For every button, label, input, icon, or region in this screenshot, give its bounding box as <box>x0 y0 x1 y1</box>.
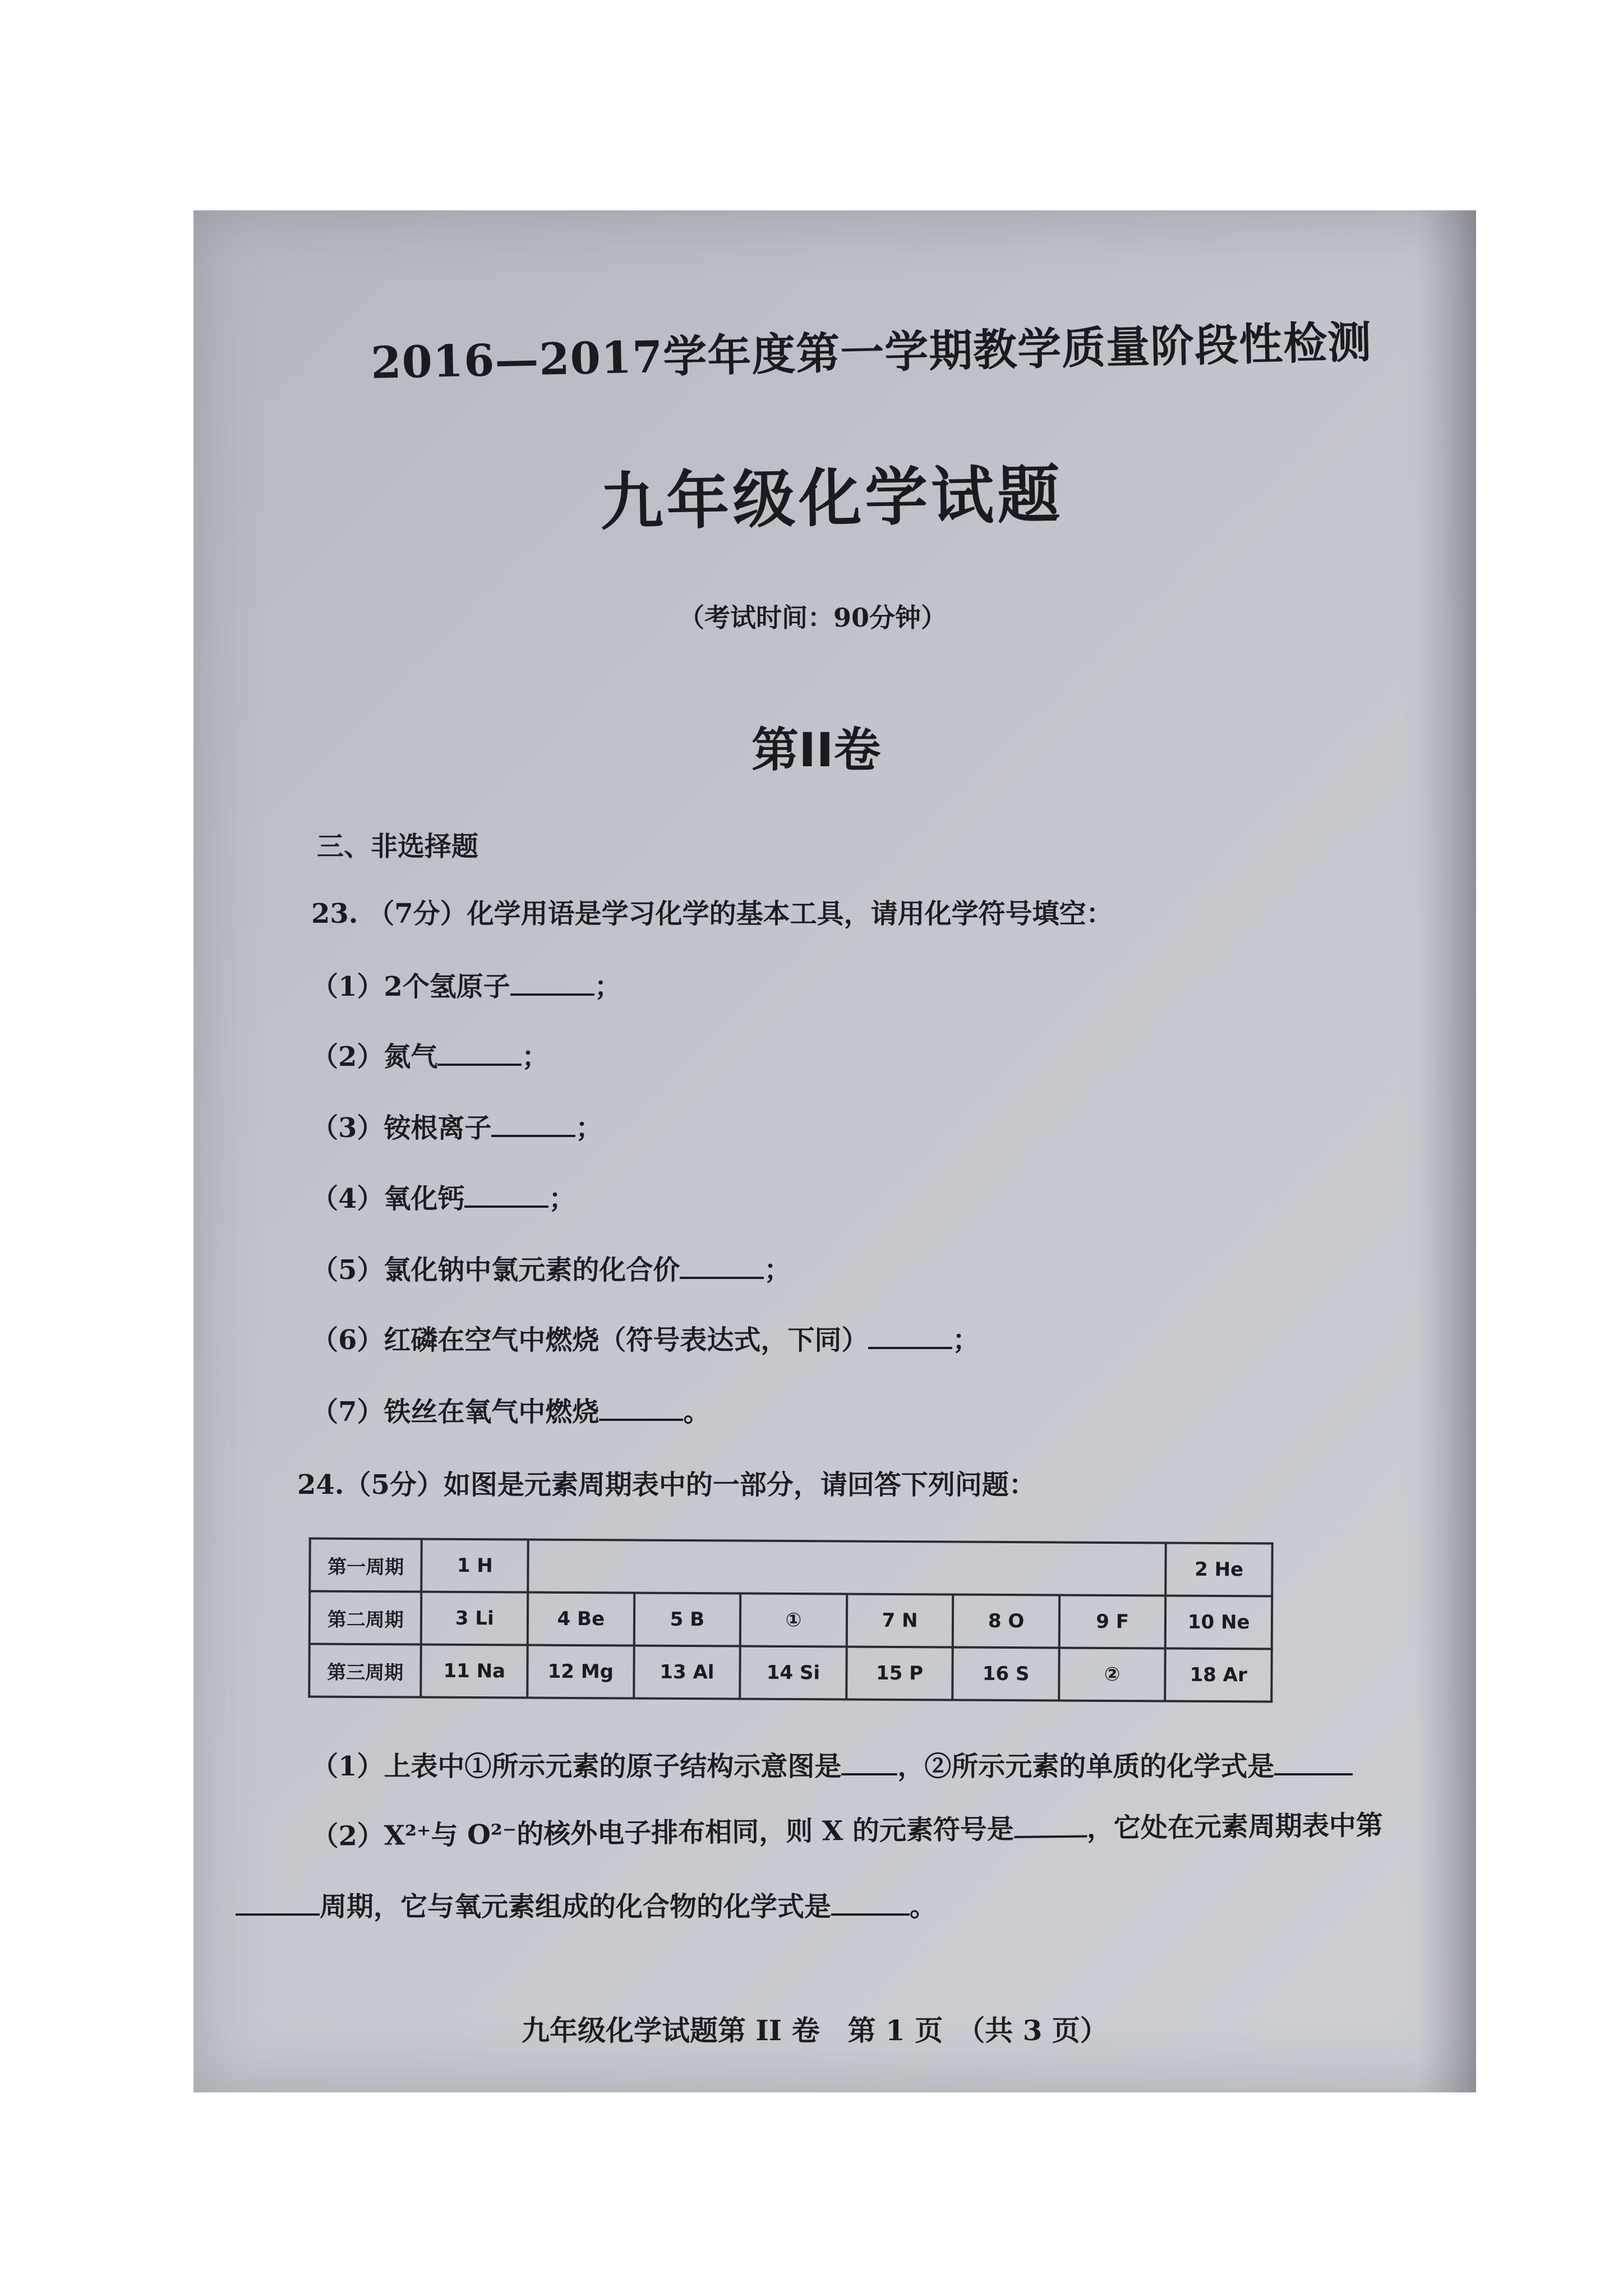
item-end: ； <box>764 1254 791 1286</box>
element-cell: 4 Be <box>528 1593 634 1646</box>
answer-blank[interactable] <box>868 1323 952 1349</box>
element-cell: 14 Si <box>740 1646 846 1700</box>
period-label: 第二周期 <box>310 1591 422 1645</box>
question-23-item-6 <box>311 1318 979 1357</box>
element-cell: 7 N <box>847 1594 953 1648</box>
item-end: ； <box>575 1112 603 1144</box>
item-label: （6）红磷在空气中燃烧（符号表达式，下同） <box>311 1324 869 1356</box>
sub2-end: 。 <box>910 1891 937 1922</box>
sub2-text-b: ，它处在元素周期表中第 <box>1086 1809 1384 1844</box>
paper-shadow-edge <box>1419 210 1476 2092</box>
element-cell: 16 S <box>953 1648 1059 1701</box>
element-cell: 10 Ne <box>1165 1596 1272 1649</box>
item-end: 。 <box>683 1396 711 1428</box>
element-cell: 2 He <box>1166 1543 1272 1596</box>
question-23-item-2 <box>311 1035 548 1074</box>
sub2-text-c: 周期，它与氧元素组成的化合物的化学式是 <box>320 1891 832 1922</box>
table-row <box>309 1644 1271 1702</box>
answer-blank[interactable] <box>236 1889 320 1916</box>
answer-blank[interactable] <box>510 969 594 996</box>
answer-blank[interactable] <box>1274 1749 1353 1775</box>
question-24-stem: 24.（5分）如图是元素周期表中的一部分，请回答下列问题： <box>297 1469 1036 1501</box>
answer-blank[interactable] <box>491 1111 575 1137</box>
item-label: （2）氮气 <box>311 1041 438 1073</box>
element-cell: 3 Li <box>421 1592 528 1645</box>
question-23-item-7 <box>311 1390 710 1429</box>
question-23-item-5 <box>311 1248 791 1287</box>
element-cell-marker-2: ② <box>1059 1648 1165 1701</box>
periodic-table <box>308 1537 1273 1703</box>
element-cell: 8 O <box>953 1595 1059 1648</box>
element-cell: 12 Mg <box>527 1645 634 1699</box>
answer-blank[interactable] <box>464 1181 548 1208</box>
question-24-sub-2-continued <box>236 1885 937 1924</box>
element-cell-marker-1: ① <box>740 1594 847 1647</box>
answer-blank[interactable] <box>1014 1811 1087 1838</box>
item-label: （5）氯化钠中氯元素的化合价 <box>311 1254 680 1286</box>
answer-blank[interactable] <box>599 1395 683 1421</box>
question-23-item-4 <box>311 1177 575 1216</box>
period-label: 第三周期 <box>309 1644 421 1697</box>
item-label: （4）氧化钙 <box>311 1183 465 1214</box>
section-heading: 三、非选择题 <box>317 831 479 862</box>
element-cell: 9 F <box>1059 1595 1166 1649</box>
answer-blank[interactable] <box>831 1889 910 1916</box>
question-24-sub-1 <box>311 1745 1353 1783</box>
item-label: （7）铁丝在氧气中燃烧 <box>311 1396 600 1428</box>
table-row <box>310 1591 1272 1649</box>
element-cell: 5 B <box>634 1593 740 1646</box>
question-23-item-3 <box>311 1106 602 1145</box>
element-cell: 15 P <box>846 1647 953 1700</box>
item-end: ； <box>522 1041 549 1073</box>
sub2-text-a: （2）X²⁺与 O²⁻的核外电子排布相同，则 X 的元素符号是 <box>311 1813 1015 1852</box>
page-footer: 九年级化学试题第 II 卷 第 1 页 （共 3 页） <box>522 2014 1108 2047</box>
periodic-table-excerpt <box>308 1537 1273 1702</box>
answer-blank[interactable] <box>680 1253 764 1279</box>
question-23-item-1 <box>311 965 621 1004</box>
item-end: ； <box>594 971 621 1002</box>
volume-label: 第II卷 <box>751 723 881 777</box>
sub1-text-b: ，②所示元素的单质的化学式是 <box>897 1751 1275 1782</box>
answer-blank[interactable] <box>841 1749 897 1775</box>
element-cell: 11 Na <box>421 1645 528 1698</box>
item-label: （3）铵根离子 <box>311 1112 492 1144</box>
question-23-stem: 23. （7分）化学用语是学习化学的基本工具，请用化学符号填空： <box>311 898 1113 930</box>
table-row <box>310 1539 1272 1596</box>
element-cell: 18 Ar <box>1165 1648 1272 1701</box>
sub1-text-a: （1）上表中①所示元素的原子结构示意图是 <box>311 1751 842 1782</box>
element-cell: 1 H <box>422 1539 528 1593</box>
page-title: 九年级化学试题 <box>600 458 1064 540</box>
exam-period-heading: 2016—2017学年度第一学期教学质量阶段性检测 <box>370 316 1373 389</box>
element-cell: 13 Al <box>634 1646 740 1699</box>
period-label: 第一周期 <box>310 1539 422 1592</box>
item-end: ； <box>952 1324 980 1356</box>
item-label: （1）2个氢原子 <box>311 971 510 1002</box>
item-end: ； <box>548 1183 576 1214</box>
empty-cell <box>528 1540 1166 1596</box>
answer-blank[interactable] <box>437 1039 522 1066</box>
exam-time: （考试时间：90分钟） <box>679 602 947 633</box>
